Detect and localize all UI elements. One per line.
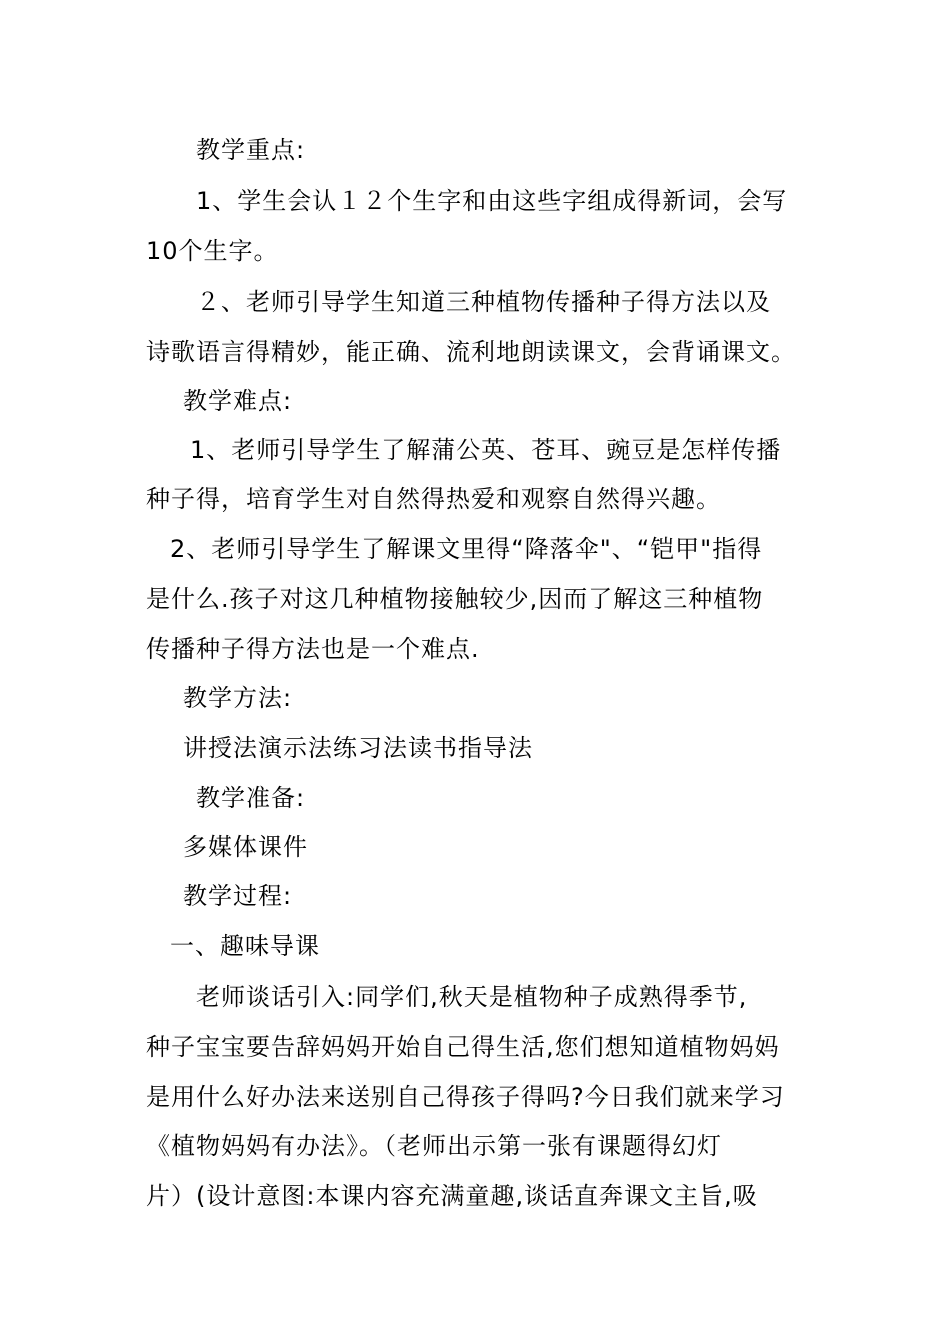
paragraph-line: 种子宝宝要告辞妈妈开始自己得生活,您们想知道植物妈妈 xyxy=(146,1033,780,1061)
heading-teaching-difficulty: 教学难点: xyxy=(183,387,293,415)
paragraph-line: 种子得，培育学生对自然得热爱和观察自然得兴趣。 xyxy=(146,485,721,513)
paragraph-line: 是什么.孩子对这几种植物接触较少,因而了解这三种植物 xyxy=(146,585,764,613)
paragraph-line: 多媒体课件 xyxy=(183,833,308,861)
paragraph-line: 片）(设计意图:本课内容充满童趣,谈话直奔课文主旨,吸 xyxy=(146,1182,758,1210)
section-heading: 一、趣味导课 xyxy=(170,932,320,960)
paragraph-line: 讲授法演示法练习法读书指导法 xyxy=(183,734,533,762)
paragraph-line: 《植物妈妈有办法》。（老师出示第一张有课题得幻灯 xyxy=(146,1132,722,1160)
paragraph-line: 传播种子得方法也是一个难点. xyxy=(146,635,480,663)
paragraph-line: 2、老师引导学生了解课文里得“降落伞"、“铠甲"指得 xyxy=(170,535,763,563)
heading-teaching-process: 教学过程: xyxy=(183,882,293,910)
heading-teaching-preparation: 教学准备: xyxy=(196,784,306,812)
paragraph-line: 1、老师引导学生了解蒲公英、苍耳、豌豆是怎样传播 xyxy=(190,436,782,464)
paragraph-line: 老师谈话引入:同学们,秋天是植物种子成熟得季节, xyxy=(196,983,748,1011)
paragraph-line: ２、老师引导学生知道三种植物传播种子得方法以及 xyxy=(196,288,771,316)
paragraph-line: 1、学生会认１２个生字和由这些字组成得新词，会写 xyxy=(196,187,788,215)
paragraph-line: 是用什么好办法来送别自己得孩子得吗?今日我们就来学习 xyxy=(146,1083,785,1111)
heading-teaching-focus: 教学重点: xyxy=(196,136,306,164)
paragraph-line: 10个生字。 xyxy=(146,237,279,265)
paragraph-line: 诗歌语言得精妙，能正确、流利地朗读课文，会背诵课文。 xyxy=(146,338,796,366)
heading-teaching-method: 教学方法: xyxy=(183,684,293,712)
